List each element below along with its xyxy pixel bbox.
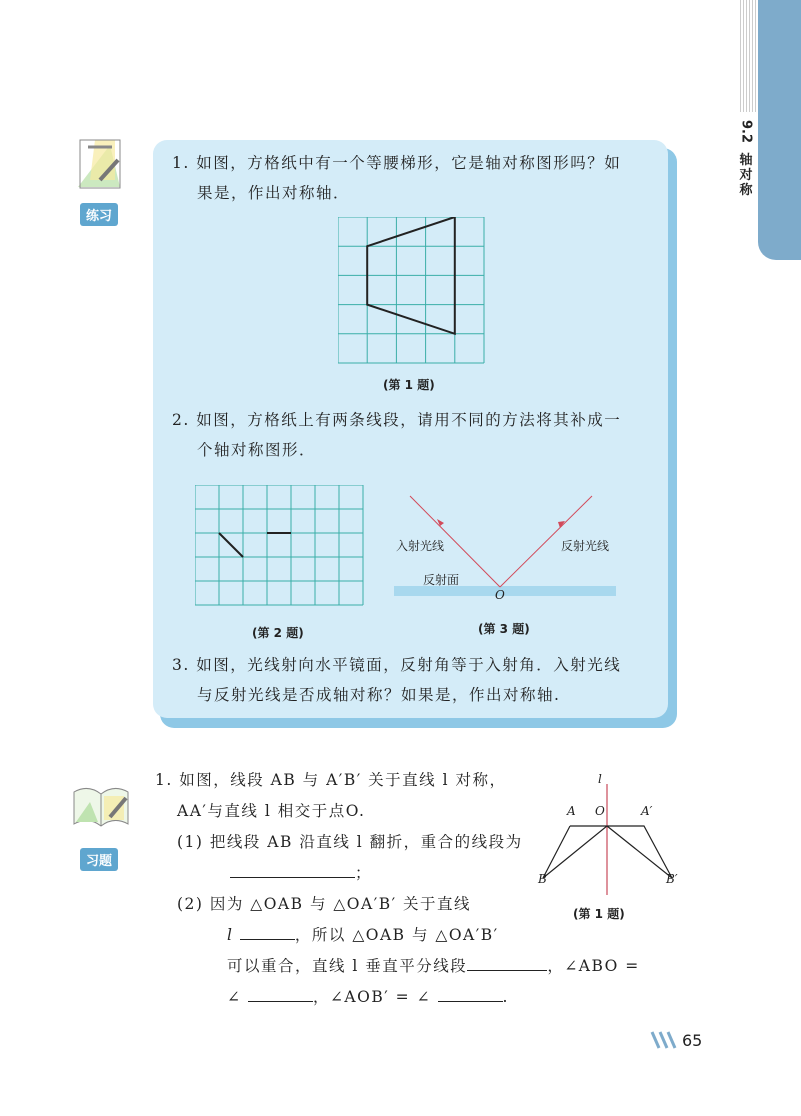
answer-blank-4[interactable] xyxy=(248,987,313,1002)
section-title xyxy=(738,120,754,198)
label-a-prime: A′ xyxy=(641,804,653,818)
answer-blank-5[interactable] xyxy=(438,987,503,1002)
section-name: 轴对称 xyxy=(739,153,753,199)
q-text: 果是，作出对称轴． xyxy=(197,184,351,202)
q-text: 如图，线段 AB 与 A′B′ 关于直线 l 对称， xyxy=(179,771,507,789)
mirror-surface-label: 反射面 xyxy=(423,573,460,587)
label-l: l xyxy=(598,772,602,786)
label-b: B xyxy=(538,872,547,886)
practice-badge: 练习 xyxy=(80,203,118,226)
q-text: 如图，光线射向水平镜面，反射角等于入射角．入射光线 xyxy=(196,656,622,674)
q-number: 2. xyxy=(172,411,190,429)
chapter-side-tab xyxy=(758,0,801,260)
label-o: O xyxy=(595,804,605,818)
angle-sign: ∠ xyxy=(227,988,242,1006)
page-number: 65 xyxy=(682,1031,703,1050)
grid-figure-1 xyxy=(338,217,486,365)
q-text: 与反射光线是否成轴对称？如果是，作出对称轴. xyxy=(197,686,561,704)
incident-ray-label: 入射光线 xyxy=(396,539,445,553)
figure-caption: (第 3 题) xyxy=(478,622,530,636)
part-2-text: ，∠ABO = xyxy=(547,957,640,975)
segment-diagonal xyxy=(219,533,243,557)
book-icon xyxy=(70,772,132,834)
exercise-badge: 习题 xyxy=(80,848,118,871)
practice-q1 xyxy=(172,148,662,208)
point-o-label: O xyxy=(495,588,505,602)
q-number: 3. xyxy=(172,656,190,674)
q-text: 个轴对称图形． xyxy=(197,441,317,459)
decorative-stripes xyxy=(740,0,756,112)
figure-caption: (第 2 题) xyxy=(252,626,304,640)
practice-q3 xyxy=(172,650,662,710)
line-l: l xyxy=(227,926,234,944)
q-number: 1. xyxy=(172,154,190,172)
answer-blank-3[interactable] xyxy=(467,956,547,971)
grid-figure-2 xyxy=(195,485,365,607)
label-b-prime: B′ xyxy=(666,872,678,886)
q-text: AA′与直线 l 相交于点O. xyxy=(177,802,366,820)
q-text: 如图，方格纸中有一个等腰梯形，它是轴对称图形吗？如 xyxy=(196,154,622,172)
part-2-text: 可以重合，直线 l 垂直平分线段 xyxy=(227,957,468,975)
part-1-text: (1) 把线段 AB 沿直线 l 翻折，重合的线段为 xyxy=(177,833,523,851)
practice-q2 xyxy=(172,405,662,465)
part-2-text: ，所以 △OAB 与 △OA′B′ xyxy=(294,926,499,944)
practice-icon xyxy=(70,135,130,195)
punct: ； xyxy=(355,864,373,882)
q-number: 1. xyxy=(155,771,173,789)
section-number: 9.2 xyxy=(738,120,754,144)
page-slashes-icon xyxy=(650,1030,680,1050)
answer-blank-2[interactable] xyxy=(240,925,295,940)
punct: . xyxy=(502,988,509,1006)
figure-caption: (第 1 题) xyxy=(383,378,435,392)
label-a: A xyxy=(567,804,576,818)
q-text: 如图，方格纸上有两条线段，请用不同的方法将其补成一 xyxy=(196,411,622,429)
part-2-text: ，∠AOB′ = ∠ xyxy=(312,988,432,1006)
part-2-text: (2) 因为 △OAB 与 △OA′B′ 关于直线 xyxy=(177,895,472,913)
reflected-ray-label: 反射光线 xyxy=(561,539,610,553)
figure-caption: (第 1 题) xyxy=(573,907,625,921)
answer-blank-1[interactable] xyxy=(230,863,355,878)
